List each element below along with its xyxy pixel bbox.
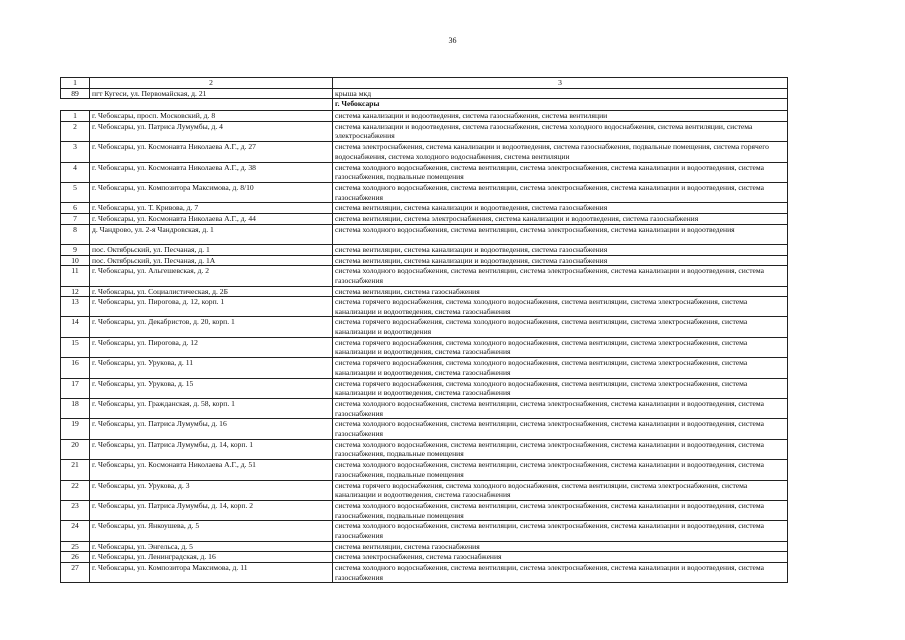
row-number: 21: [61, 460, 90, 480]
table-row: [61, 552, 788, 563]
city-name: г. Чебоксары: [333, 99, 788, 111]
row-systems: система электроснабжения, система канализации и водоотведения, система газоснабжения, подвальные помещения, система горячего водоснабжения, система холодного водоснабжения, система вентиляции: [333, 142, 788, 162]
row-number: 11: [61, 266, 90, 286]
row-systems: система холодного водоснабжения, система вентиляции, система электроснабжения, система канализации и водоотведения, система газоснабжения, подвальные помещения: [333, 162, 788, 182]
table-row: [61, 439, 788, 459]
row-address: г. Чебоксары, ул. Патриса Лумумбы, д. 14, корп. 2: [90, 501, 333, 521]
row-address: г. Чебоксары, ул. Патриса Лумумбы, д. 14, корп. 1: [90, 439, 333, 459]
table-header-row: [61, 78, 788, 89]
row-address: пос. Октябрьский, ул. Песчаная, д. 1: [90, 244, 333, 255]
row-systems: система горячего водоснабжения, система холодного водоснабжения, система вентиляции, система электроснабжения, система канализации и водоотведения, система газоснабжения: [333, 378, 788, 398]
row-systems: система канализации и водоотведения, система газоснабжения, система холодного водоснабжения, система вентиляции, система электроснабжения: [333, 121, 788, 141]
row-systems: система холодного водоснабжения, система вентиляции, система электроснабжения, система канализации и водоотведения, система газоснабжения: [333, 399, 788, 419]
row-number: 17: [61, 378, 90, 398]
row-address: г. Чебоксары, ул. Композитора Максимова, д. 11: [90, 562, 333, 582]
row-systems: система холодного водоснабжения, система вентиляции, система электроснабжения, система канализации и водоотведения: [333, 224, 788, 244]
row-number: 6: [61, 203, 90, 214]
row-systems: система вентиляции, система канализации и водоотведения, система газоснабжения: [333, 255, 788, 266]
row-systems: система электроснабжения, система газоснабжения: [333, 552, 788, 563]
row-number: 19: [61, 419, 90, 439]
row-number: 13: [61, 297, 90, 317]
table-row: [61, 213, 788, 224]
row-address: г. Чебоксары, ул. Альгешевская, д. 2: [90, 266, 333, 286]
row-address: г. Чебоксары, ул. Декабристов, д. 20, корп. 1: [90, 317, 333, 337]
row-systems: система горячего водоснабжения, система холодного водоснабжения, система вентиляции, система электроснабжения, система канализации и водоотведения, система газоснабжения: [333, 297, 788, 317]
row-number: 20: [61, 439, 90, 459]
row-systems: система канализации и водоотведения, система газоснабжения, система вентиляции: [333, 111, 788, 122]
row-address: г. Чебоксары, ул. Композитора Максимова, д. 8/10: [90, 182, 333, 202]
row-systems: система холодного водоснабжения, система вентиляции, система электроснабжения, система канализации и водоотведения, система газоснабжения: [333, 266, 788, 286]
row-systems: система холодного водоснабжения, система вентиляции, система электроснабжения, система канализации и водоотведения, система газоснабжения, подвальные помещения: [333, 460, 788, 480]
table-row: [61, 182, 788, 202]
row-systems: система вентиляции, система газоснабжения: [333, 286, 788, 297]
row-systems: система холодного водоснабжения, система вентиляции, система электроснабжения, система канализации и водоотведения, система газоснабжения: [333, 182, 788, 202]
row-systems: система холодного водоснабжения, система вентиляции, система электроснабжения, система канализации и водоотведения, система газоснабжения, подвальные помещения: [333, 439, 788, 459]
table-row: [61, 378, 788, 398]
table-row: [61, 88, 788, 99]
row-systems: система вентиляции, система электроснабжения, система канализации и водоотведения, система газоснабжения: [333, 213, 788, 224]
row-number: 4: [61, 162, 90, 182]
row-number: 2: [61, 121, 90, 141]
table-row: [61, 111, 788, 122]
row-address: г. Чебоксары, ул. Космонавта Николаева А.Г., д. 44: [90, 213, 333, 224]
row-address: г. Чебоксары, ул. Патриса Лумумбы, д. 16: [90, 419, 333, 439]
table-row: [61, 286, 788, 297]
table-row: [61, 142, 788, 162]
table-row: [61, 358, 788, 378]
city-group-row: [61, 99, 788, 111]
row-address: г. Чебоксары, ул. Т. Кривова, д. 7: [90, 203, 333, 214]
row-systems: система горячего водоснабжения, система холодного водоснабжения, система вентиляции, система электроснабжения, система канализации и водоотведения, система газоснабжения: [333, 358, 788, 378]
row-number: 16: [61, 358, 90, 378]
row-address: г. Чебоксары, ул. Энгельса, д. 5: [90, 541, 333, 552]
row-address: г. Чебоксары, ул. Космонавта Николаева А.Г., д. 27: [90, 142, 333, 162]
row-number: 25: [61, 541, 90, 552]
table-row: [61, 480, 788, 500]
row-number: 10: [61, 255, 90, 266]
row-address: г. Чебоксары, просп. Московский, д. 8: [90, 111, 333, 122]
row-number: 23: [61, 501, 90, 521]
table-row: [61, 541, 788, 552]
table-row: [61, 297, 788, 317]
row-address: г. Чебоксары, ул. Урукова, д. 3: [90, 480, 333, 500]
table-row: [61, 460, 788, 480]
row-address: г. Чебоксары, ул. Космонавта Николаева А.Г., д. 38: [90, 162, 333, 182]
row-number: 1: [61, 111, 90, 122]
row-address: г. Чебоксары, ул. Космонавта Николаева А.Г., д. 51: [90, 460, 333, 480]
row-number: 89: [61, 88, 90, 99]
row-systems: система горячего водоснабжения, система холодного водоснабжения, система вентиляции, система электроснабжения, система канализации и водоотведения, система газоснабжения: [333, 480, 788, 500]
row-number: 9: [61, 244, 90, 255]
row-number: 7: [61, 213, 90, 224]
table-row: [61, 224, 788, 244]
row-systems: крыша мкд: [333, 88, 788, 99]
row-address: г. Чебоксары, ул. Пирогова, д. 12, корп. 1: [90, 297, 333, 317]
table-row: [61, 501, 788, 521]
table-row: [61, 244, 788, 255]
row-systems: система вентиляции, система канализации и водоотведения, система газоснабжения: [333, 203, 788, 214]
row-address: пгт Кугеси, ул. Первомайская, д. 21: [90, 88, 333, 99]
row-systems: система вентиляции, система газоснабжения: [333, 541, 788, 552]
header-col-1: 1: [61, 78, 90, 89]
table-row: [61, 337, 788, 357]
row-number: 22: [61, 480, 90, 500]
table-row: [61, 521, 788, 541]
table-row: [61, 255, 788, 266]
row-systems: система вентиляции, система канализации и водоотведения, система газоснабжения: [333, 244, 788, 255]
row-address: д. Чандрово, ул. 2-я Чандровская, д. 1: [90, 224, 333, 244]
header-col-3: 3: [333, 78, 788, 89]
row-number: 15: [61, 337, 90, 357]
table-row: [61, 162, 788, 182]
row-address: г. Чебоксары, ул. Урукова, д. 11: [90, 358, 333, 378]
row-number: 5: [61, 182, 90, 202]
row-systems: система горячего водоснабжения, система холодного водоснабжения, система вентиляции, система электроснабжения, система канализации и водоотведения, система газоснабжения: [333, 337, 788, 357]
row-address: г. Чебоксары, ул. Социалистическая, д. 2Б: [90, 286, 333, 297]
table-row: [61, 399, 788, 419]
empty-cell: [61, 99, 333, 111]
header-col-2: 2: [90, 78, 333, 89]
row-address: г. Чебоксары, ул. Гражданская, д. 58, корп. 1: [90, 399, 333, 419]
row-number: 3: [61, 142, 90, 162]
row-systems: система холодного водоснабжения, система вентиляции, система электроснабжения, система канализации и водоотведения, система газоснабжения: [333, 562, 788, 582]
row-number: 24: [61, 521, 90, 541]
row-number: 14: [61, 317, 90, 337]
table-row: [61, 419, 788, 439]
row-number: 12: [61, 286, 90, 297]
row-address: г. Чебоксары, ул. Патриса Лумумбы, д. 4: [90, 121, 333, 141]
row-number: 8: [61, 224, 90, 244]
page-number: 36: [448, 36, 457, 45]
row-number: 18: [61, 399, 90, 419]
row-number: 27: [61, 562, 90, 582]
row-address: г. Чебоксары, ул. Ленинградская, д. 16: [90, 552, 333, 563]
row-systems: система холодного водоснабжения, система вентиляции, система электроснабжения, система канализации и водоотведения, система газоснабжения: [333, 419, 788, 439]
row-systems: система холодного водоснабжения, система вентиляции, система электроснабжения, система канализации и водоотведения, система газоснабжения, подвальные помещения: [333, 501, 788, 521]
row-address: г. Чебоксары, ул. Пирогова, д. 12: [90, 337, 333, 357]
row-systems: система холодного водоснабжения, система вентиляции, система электроснабжения, система канализации и водоотведения, система газоснабжения: [333, 521, 788, 541]
row-number: 26: [61, 552, 90, 563]
table-row: [61, 266, 788, 286]
row-address: пос. Октябрьский, ул. Песчаная, д. 1А: [90, 255, 333, 266]
row-address: г. Чебоксары, ул. Янкоушева, д. 5: [90, 521, 333, 541]
buildings-table: [60, 77, 788, 583]
table-row: [61, 203, 788, 214]
table-row: [61, 562, 788, 582]
row-systems: система горячего водоснабжения, система холодного водоснабжения, система вентиляции, система электроснабжения, система канализации и водоотведения: [333, 317, 788, 337]
table-row: [61, 121, 788, 141]
table-row: [61, 317, 788, 337]
row-address: г. Чебоксары, ул. Урукова, д. 15: [90, 378, 333, 398]
